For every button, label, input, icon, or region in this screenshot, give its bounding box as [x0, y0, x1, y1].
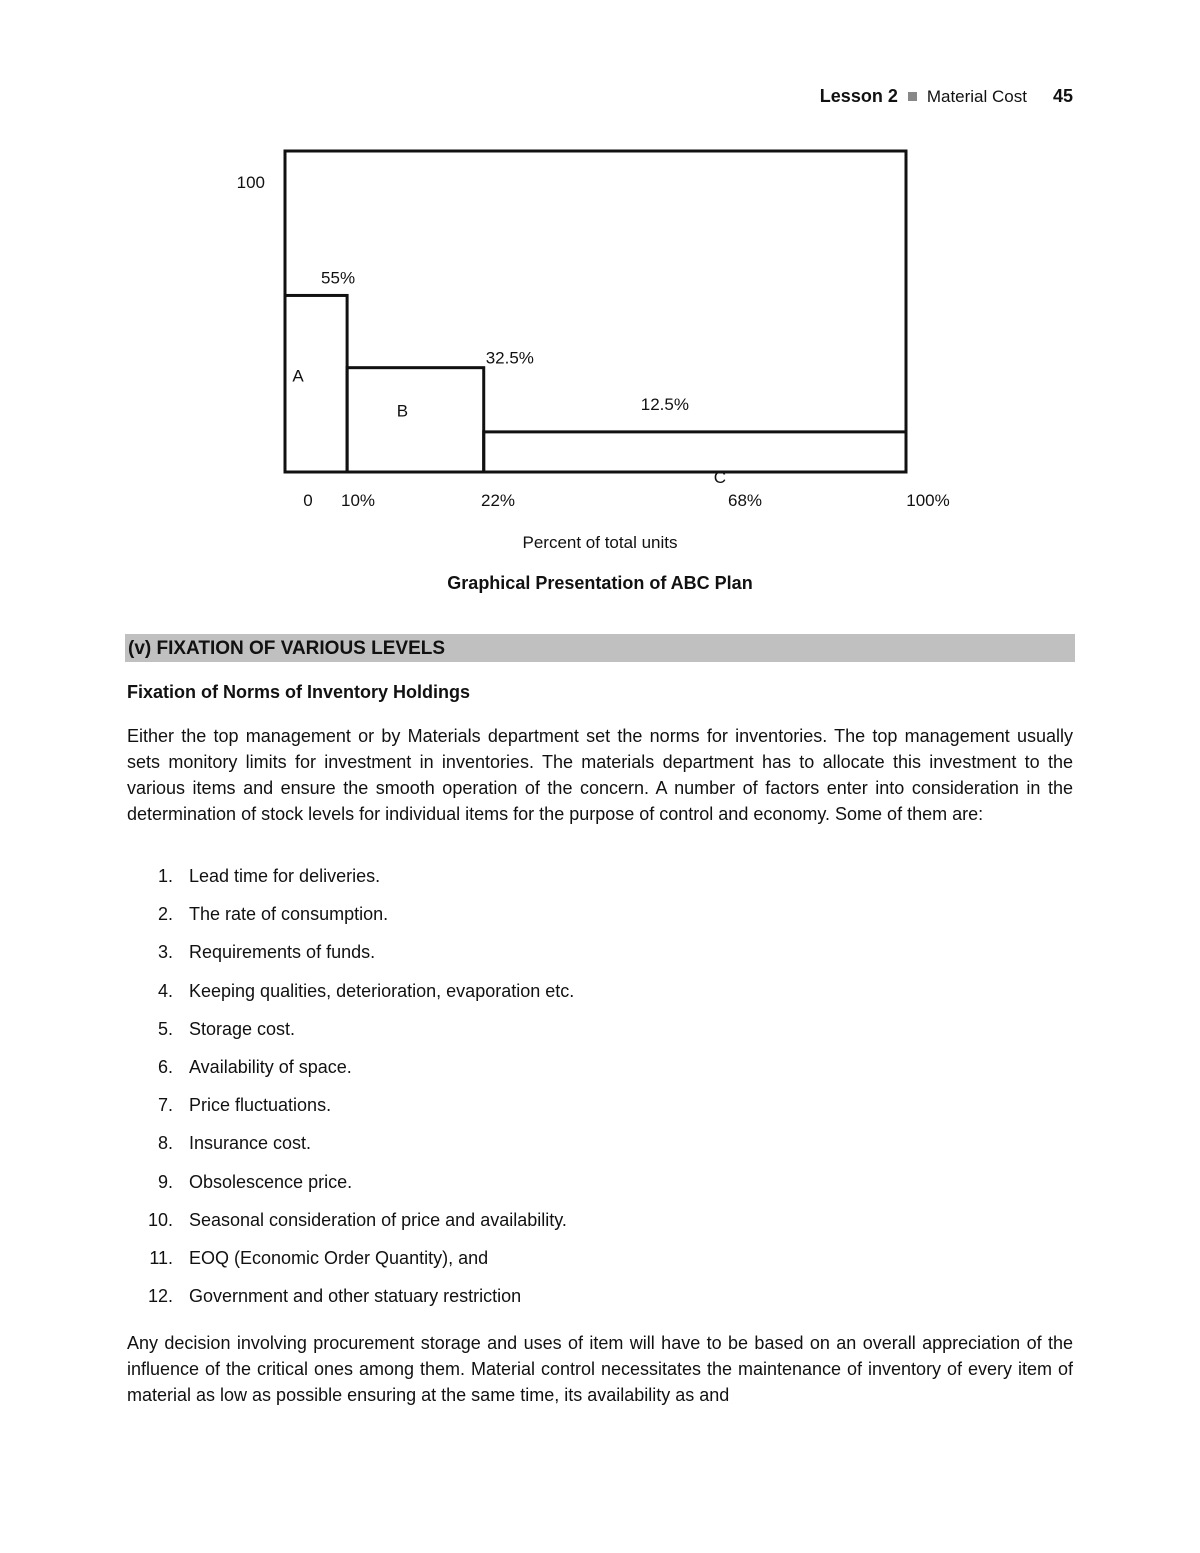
- x-ticks-layer: [303, 491, 949, 510]
- list-item-number: 10.: [147, 1209, 173, 1230]
- list-item-number: 8.: [157, 1133, 173, 1154]
- list-item-text: The rate of consumption.: [189, 904, 389, 925]
- list-item: [127, 904, 574, 942]
- list-item-text: Keeping qualities, deterioration, evaporation etc.: [189, 980, 575, 1001]
- section-heading: (v) FIXATION OF VARIOUS LEVELS: [125, 634, 1075, 662]
- subheading: Fixation of Norms of Inventory Holdings: [127, 682, 471, 702]
- list-item-text: Lead time for deliveries.: [189, 866, 381, 886]
- list-item: [127, 1210, 574, 1248]
- list-item-number: 11.: [149, 1247, 173, 1268]
- bar-category-label: B: [396, 401, 409, 421]
- bar-value-label: 12.5%: [640, 394, 689, 414]
- list-item-number: 2.: [157, 904, 173, 925]
- chart-frame: [285, 151, 906, 472]
- bars-layer: [285, 268, 906, 486]
- list-item-number: 3.: [157, 942, 173, 963]
- y-tick-label: 100: [236, 173, 265, 192]
- list-item-text: Requirements of funds.: [189, 942, 376, 963]
- list-item-text: Availability of space.: [189, 1056, 352, 1077]
- abc-plan-chart: [0, 0, 1200, 560]
- list-item-text: Price fluctuations.: [189, 1095, 332, 1116]
- x-tick-label: 68%: [727, 491, 763, 510]
- list-item: [127, 1019, 574, 1057]
- list-item: [127, 1133, 574, 1171]
- list-item-number: 9.: [157, 1171, 173, 1192]
- list-item: [127, 981, 574, 1019]
- list-item: [127, 1172, 574, 1210]
- x-tick-label: 22%: [480, 491, 516, 510]
- x-tick-label: 0: [303, 491, 313, 510]
- lesson-label: Lesson 2: [819, 86, 898, 106]
- factors-list: [127, 866, 574, 1324]
- list-item-number: 12.: [147, 1286, 173, 1307]
- page-number: 45: [1052, 86, 1073, 106]
- list-item-number: 1.: [157, 866, 173, 886]
- list-item: [127, 1286, 574, 1324]
- list-item-text: Insurance cost.: [189, 1133, 312, 1154]
- bar-b: [347, 368, 484, 472]
- x-tick-label: 100%: [906, 491, 950, 510]
- intro-paragraph: Either the top management or by Materials department set the norms for inventories. The top management usually sets monitory limits for investment in inventories. The materials department has to allocate this investment to the various items and ensure the smooth operation of the concern. A number of factors enter into consideration in the determination of stock levels for individual items for the purpose of control and economy. Some of them are:: [127, 726, 1073, 824]
- list-item: [127, 866, 574, 904]
- list-item-number: 5.: [157, 1018, 173, 1039]
- list-item-number: 7.: [157, 1095, 173, 1116]
- list-item-number: 6.: [157, 1056, 173, 1077]
- closing-paragraph: Any decision involving procurement storage and uses of item will have to be based on an overall appreciation of the influence of the critical ones among them. Material control necessitates the maintenance of inventory of every item of material as low as possible ensuring at the same time, its availability as and: [127, 1333, 1073, 1405]
- x-tick-label: 10%: [340, 491, 376, 510]
- list-item-text: Obsolescence price.: [189, 1171, 353, 1192]
- bar-c: [484, 432, 906, 472]
- list-item: [127, 1057, 574, 1095]
- list-item-text: EOQ (Economic Order Quantity), and: [189, 1247, 489, 1268]
- list-item: [127, 1095, 574, 1133]
- bar-value-label: 55%: [321, 268, 356, 288]
- chart-caption: Graphical Presentation of ABC Plan: [447, 573, 753, 593]
- list-item-text: Government and other statuary restriction: [189, 1286, 522, 1307]
- x-axis-label: Percent of total units: [522, 533, 678, 552]
- bar-value-label: 32.5%: [485, 348, 534, 368]
- bar-category-label: A: [292, 366, 304, 386]
- list-item-text: Storage cost.: [189, 1018, 296, 1039]
- topic-label: Material Cost: [926, 86, 1027, 106]
- list-item-text: Seasonal consideration of price and availability.: [189, 1209, 567, 1230]
- bar-category-label: C: [713, 467, 727, 487]
- list-item: [127, 942, 574, 980]
- list-item: [127, 1248, 574, 1286]
- list-item-number: 4.: [157, 980, 173, 1001]
